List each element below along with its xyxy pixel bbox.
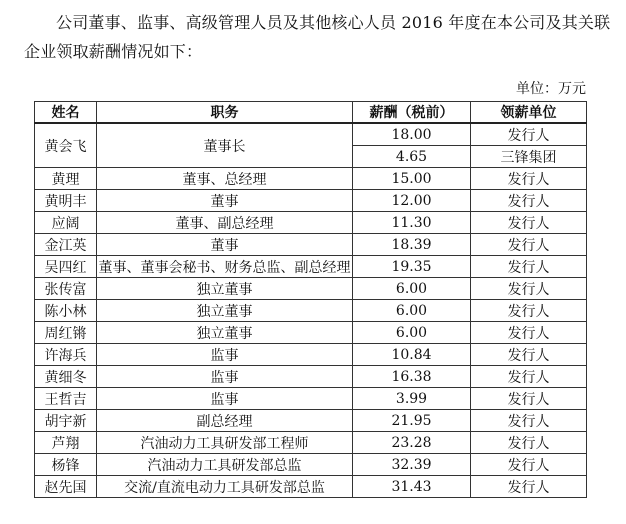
cell-payer: 发行人 bbox=[471, 212, 587, 234]
cell-salary: 18.39 bbox=[353, 234, 471, 256]
table-row bbox=[35, 300, 587, 322]
cell-name: 周红锵 bbox=[35, 322, 97, 344]
cell-payer: 发行人 bbox=[471, 432, 587, 454]
cell-position: 监事 bbox=[97, 344, 353, 366]
cell-payer: 发行人 bbox=[471, 256, 587, 278]
cell-position: 副总经理 bbox=[97, 410, 353, 432]
table-row bbox=[35, 190, 587, 212]
cell-payer: 发行人 bbox=[471, 322, 587, 344]
cell-position: 汽油动力工具研发部工程师 bbox=[97, 432, 353, 454]
table-row bbox=[35, 454, 587, 476]
cell-payer: 三锋集团 bbox=[471, 146, 587, 168]
header-name: 姓名 bbox=[35, 102, 97, 124]
cell-salary: 21.95 bbox=[353, 410, 471, 432]
cell-salary: 18.00 bbox=[353, 123, 471, 146]
cell-payer: 发行人 bbox=[471, 476, 587, 498]
table-row bbox=[35, 322, 587, 344]
cell-position: 董事、副总经理 bbox=[97, 212, 353, 234]
cell-name: 芦翔 bbox=[35, 432, 97, 454]
cell-name: 王哲吉 bbox=[35, 388, 97, 410]
cell-name: 应阔 bbox=[35, 212, 97, 234]
cell-name: 陈小林 bbox=[35, 300, 97, 322]
table-row bbox=[35, 344, 587, 366]
table-row bbox=[35, 410, 587, 432]
cell-position: 董事长 bbox=[97, 123, 353, 168]
cell-name: 赵先国 bbox=[35, 476, 97, 498]
table-row bbox=[35, 256, 587, 278]
salary-table bbox=[34, 101, 587, 498]
cell-position: 监事 bbox=[97, 388, 353, 410]
cell-name: 金江英 bbox=[35, 234, 97, 256]
cell-salary: 6.00 bbox=[353, 300, 471, 322]
table-row bbox=[35, 476, 587, 498]
cell-name: 张传富 bbox=[35, 278, 97, 300]
cell-position: 董事、总经理 bbox=[97, 168, 353, 190]
cell-name: 胡宇新 bbox=[35, 410, 97, 432]
cell-payer: 发行人 bbox=[471, 388, 587, 410]
table-header-row bbox=[35, 102, 587, 124]
cell-position: 独立董事 bbox=[97, 322, 353, 344]
cell-salary: 23.28 bbox=[353, 432, 471, 454]
table-row bbox=[35, 432, 587, 454]
cell-salary: 3.99 bbox=[353, 388, 471, 410]
cell-position: 交流/直流电动力工具研发部总监 bbox=[97, 476, 353, 498]
cell-payer: 发行人 bbox=[471, 300, 587, 322]
cell-position: 董事、董事会秘书、财务总监、副总经理 bbox=[97, 256, 353, 278]
header-payer: 领薪单位 bbox=[471, 102, 587, 124]
cell-salary: 4.65 bbox=[353, 146, 471, 168]
cell-salary: 31.43 bbox=[353, 476, 471, 498]
cell-position: 监事 bbox=[97, 366, 353, 388]
cell-salary: 6.00 bbox=[353, 278, 471, 300]
table-row bbox=[35, 168, 587, 190]
table-row bbox=[35, 123, 587, 146]
cell-salary: 10.84 bbox=[353, 344, 471, 366]
cell-position: 董事 bbox=[97, 234, 353, 256]
cell-salary: 6.00 bbox=[353, 322, 471, 344]
cell-name: 黄细冬 bbox=[35, 366, 97, 388]
table-row bbox=[35, 366, 587, 388]
table-row bbox=[35, 388, 587, 410]
cell-position: 董事 bbox=[97, 190, 353, 212]
cell-name: 杨锋 bbox=[35, 454, 97, 476]
unit-label: 单位：万元 bbox=[516, 81, 586, 97]
cell-salary: 16.38 bbox=[353, 366, 471, 388]
table-row bbox=[35, 278, 587, 300]
cell-name: 许海兵 bbox=[35, 344, 97, 366]
header-salary: 薪酬（税前） bbox=[353, 102, 471, 124]
cell-salary: 32.39 bbox=[353, 454, 471, 476]
table-row bbox=[35, 212, 587, 234]
cell-salary: 15.00 bbox=[353, 168, 471, 190]
cell-position: 独立董事 bbox=[97, 300, 353, 322]
cell-payer: 发行人 bbox=[471, 410, 587, 432]
cell-position: 独立董事 bbox=[97, 278, 353, 300]
cell-salary: 11.30 bbox=[353, 212, 471, 234]
cell-name: 黄理 bbox=[35, 168, 97, 190]
cell-name: 黄明丰 bbox=[35, 190, 97, 212]
cell-name: 黄会飞 bbox=[35, 123, 97, 168]
cell-name: 吴四红 bbox=[35, 256, 97, 278]
cell-salary: 12.00 bbox=[353, 190, 471, 212]
cell-payer: 发行人 bbox=[471, 278, 587, 300]
cell-position: 汽油动力工具研发部总监 bbox=[97, 454, 353, 476]
cell-salary: 19.35 bbox=[353, 256, 471, 278]
cell-payer: 发行人 bbox=[471, 123, 587, 146]
cell-payer: 发行人 bbox=[471, 190, 587, 212]
cell-payer: 发行人 bbox=[471, 454, 587, 476]
cell-payer: 发行人 bbox=[471, 234, 587, 256]
table-body bbox=[35, 123, 587, 498]
header-position: 职务 bbox=[97, 102, 353, 124]
cell-payer: 发行人 bbox=[471, 366, 587, 388]
cell-payer: 发行人 bbox=[471, 168, 587, 190]
cell-payer: 发行人 bbox=[471, 344, 587, 366]
intro-paragraph: 公司董事、监事、高级管理人员及其他核心人员 2016 年度在本公司及其关联企业领取薪酬情况如下： bbox=[24, 13, 611, 61]
table-row bbox=[35, 234, 587, 256]
